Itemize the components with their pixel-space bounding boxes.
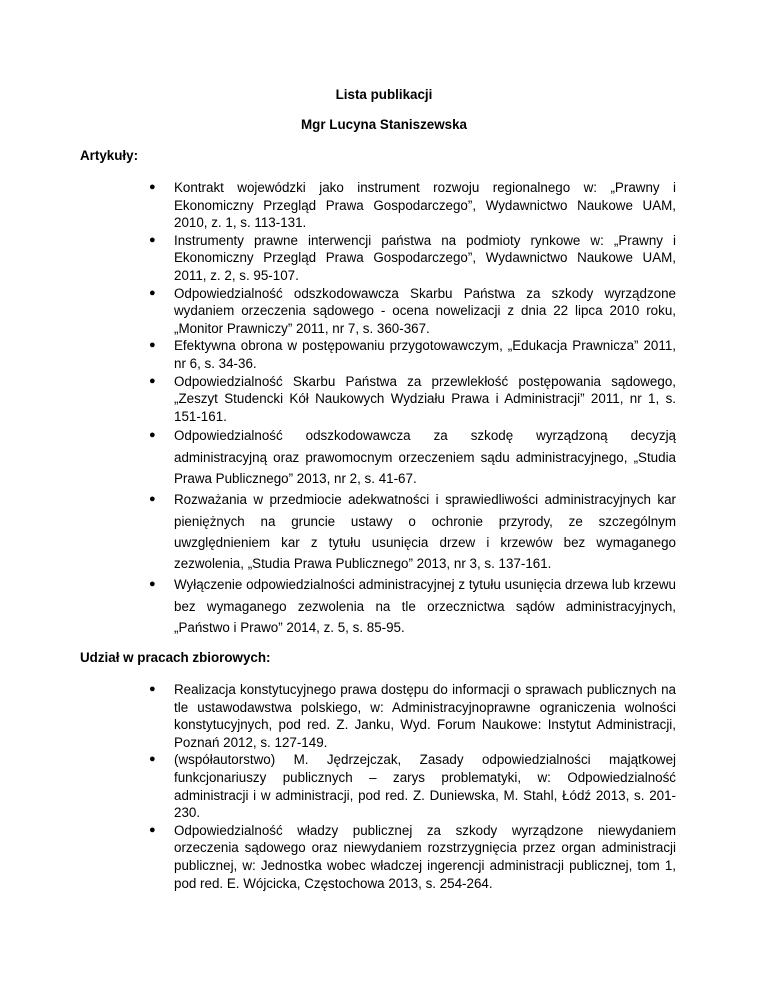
bullet-icon: ● — [149, 233, 156, 246]
list-item: ● Kontrakt wojewódzki jako instrument rozwoju regionalnego w: „Prawny i Ekonomiczny Przegląd Prawa Gospodarczego”, Wydawnictwo Naukowe UAM, 2010, z. 1, s. 113-131. — [149, 180, 676, 231]
section-heading-collective-works: Udział w pracach zbiorowych: — [80, 650, 271, 665]
bullet-icon: ● — [149, 181, 156, 193]
section-heading-articles: Artykuły: — [80, 148, 139, 163]
author-name: Mgr Lucyna Staniszewska — [301, 117, 467, 132]
bullet-icon: ● — [149, 683, 156, 695]
bullet-icon: ● — [149, 753, 156, 766]
list-item: ● Odpowiedzialność Skarbu Państwa za przewlekłość postępowania sądowego, „Zeszyt Studencki Kół Naukowych Wydziału Prawa i Administracji” 2011, nr 1, s. 151-161. — [149, 373, 676, 424]
list-item: ● (współautorstwo) M. Jędrzejczak, Zasady odpowiedzialności majątkowej funkcjonariuszy publicznych – zarys problematyki, w: Odpowiedzialność administracji i w administracji, pod red. Z. Duniewska, M. Stahl, Łódź 2013, s. 201-230. — [149, 752, 676, 821]
articles-list — [0, 179, 768, 638]
bullet-icon: ● — [149, 578, 156, 591]
bullet-icon: ● — [149, 493, 156, 506]
bullet-icon: ● — [149, 339, 156, 352]
bullet-icon: ● — [149, 823, 156, 836]
list-item: ● Odpowiedzialność odszkodowawcza za szkodę wyrządzoną decyzją administracyjną oraz prawomocnym orzeczeniem sądu administracyjnego, „Studia Prawa Publicznego” 2013, nr 2, s. 41-67. — [174, 425, 676, 489]
list-item: ● Wyłączenie odpowiedzialności administracyjnej z tytułu usunięcia drzewa lub krzewu bez wymaganego zezwolenia na tle orzecznictwa sądów administracyjnych, „Państwo i Prawo” 2014, z. 5, s. 85-95. — [174, 574, 676, 638]
document-title: Lista publikacji — [335, 87, 433, 102]
bullet-icon: ● — [149, 286, 156, 299]
list-item: ● Efektywna obrona w postępowaniu przygotowawczym, „Edukacja Prawnicza” 2011, nr 6, s. 34-36. — [149, 338, 676, 371]
bullet-icon: ● — [149, 374, 156, 387]
list-item: ● Rozważania w przedmiocie adekwatności i sprawiedliwości administracyjnych kar pieniężnych na gruncie ustawy o ochronie przyrody, ze szczególnym uwzględnieniem kar z tytułu usunięcia drzew i krzewów bez wymaganego zezwolenia, „Studia Prawa Publicznego” 2013, nr 3, s. 137-161. — [174, 489, 676, 574]
list-item: ● Odpowiedzialność władzy publicznej za szkody wyrządzone niewydaniem orzeczenia sądowego oraz niewydaniem rozstrzygnięcia przez organ administracji publicznej, w: Jednostka wobec władczej ingerencji administracji publicznej, tom 1, pod red. E. Wójcicka, Częstochowa 2013, s. 254-264. — [149, 822, 676, 891]
list-item: ● Odpowiedzialność odszkodowawcza Skarbu Państwa za szkody wyrządzone wydaniem orzeczenia sądowego - ocena nowelizacji z dnia 22 lipca 2010 roku, „Monitor Prawniczy” 2011, nr 7, s. 360-367. — [149, 285, 676, 336]
list-item: ● Realizacja konstytucyjnego prawa dostępu do informacji o sprawach publicznych na tle ustawodawstwa polskiego, w: Administracyjnoprawne ograniczenia wolności konstytucyjnych, pod red. Z. Janku, Wyd. Forum Naukowe: Instytut Administracji, Poznań 2012, s. 127-149. — [149, 682, 676, 750]
list-item: ● Instrumenty prawne interwencji państwa na podmioty rynkowe w: „Prawny i Ekonomiczny Przegląd Prawa Gospodarczego”, Wydawnictwo Naukowe UAM, 2011, z. 2, s. 95-107. — [149, 232, 676, 283]
collective-works-list — [0, 681, 768, 892]
bullet-icon: ● — [149, 429, 156, 442]
